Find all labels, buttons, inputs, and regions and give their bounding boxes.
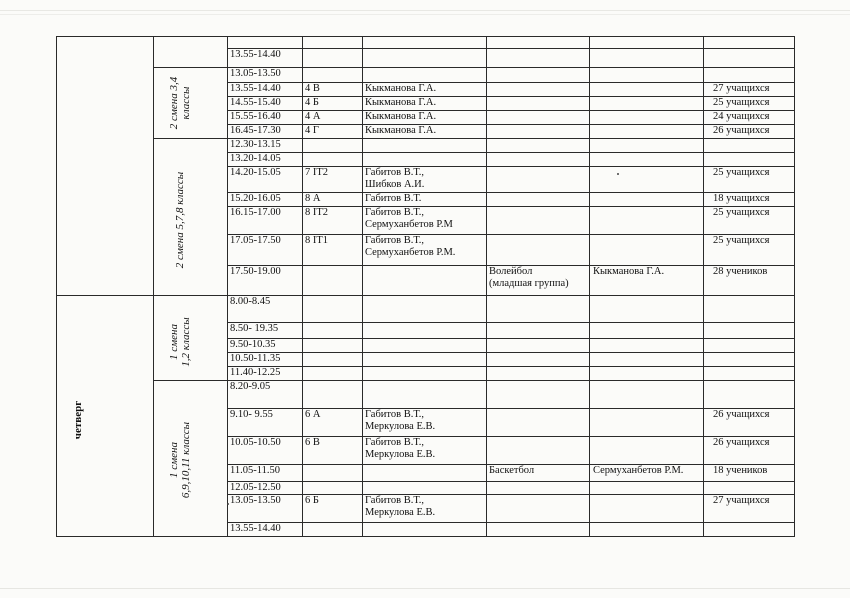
row-divider bbox=[227, 48, 795, 49]
cell-time: 11.40-12.25 bbox=[230, 367, 281, 378]
cell-count: 27 учащихся bbox=[713, 83, 770, 94]
cell-count: 25 учащихся bbox=[713, 167, 770, 178]
cell-coach: Сермуханбетов Р.М. bbox=[593, 465, 684, 476]
cell-count: 26 учащихся bbox=[713, 409, 770, 420]
cell-teacher: Габитов В.Т., Меркулова Е.В. bbox=[365, 495, 436, 518]
cell-count: 27 учащихся bbox=[713, 495, 770, 506]
cell-time: 12.05-12.50 bbox=[230, 482, 281, 493]
table-vertical-rule bbox=[794, 36, 795, 536]
cell-time: 17.50-19.00 bbox=[230, 266, 281, 277]
scan-line bbox=[0, 10, 850, 11]
cell-count: 25 учащихся bbox=[713, 207, 770, 218]
table-top-border bbox=[56, 36, 795, 37]
cell-teacher: Кыкманова Г.А. bbox=[365, 111, 437, 122]
cell-time: 11.05-11.50 bbox=[230, 465, 280, 476]
cell-time: 8.00-8.45 bbox=[230, 296, 271, 307]
row-divider bbox=[227, 295, 795, 296]
cell-count: 18 учеников bbox=[713, 465, 768, 476]
group-label-shift1-grades12: 1 смена 1,2 классы bbox=[168, 317, 192, 367]
table-vertical-rule bbox=[302, 36, 303, 536]
scan-speck bbox=[227, 503, 229, 505]
cell-time: 13.20-14.05 bbox=[230, 153, 281, 164]
cell-time: 9.10- 9.55 bbox=[230, 409, 273, 420]
cell-time: 15.20-16.05 bbox=[230, 193, 281, 204]
table-vertical-rule bbox=[56, 36, 57, 536]
group-label-shift1-grades691011: 1 смена 6,9,10,11 классы bbox=[168, 421, 192, 499]
cell-sport: Баскетбол bbox=[489, 465, 535, 476]
cell-time: 9.50-10.35 bbox=[230, 339, 276, 350]
cell-count: 26 учащихся bbox=[713, 437, 770, 448]
cell-cls: 6 В bbox=[305, 437, 320, 448]
cell-cls: 4 В bbox=[305, 83, 320, 94]
cell-time: 17.05-17.50 bbox=[230, 235, 281, 246]
cell-teacher: Габитов В.Т., Сермуханбетов Р.М. bbox=[365, 235, 456, 258]
table-vertical-rule bbox=[589, 36, 590, 536]
cell-time: 13.05-13.50 bbox=[230, 68, 281, 79]
cell-cls: 4 Б bbox=[305, 97, 319, 108]
cell-time: 13.05-13.50 bbox=[230, 495, 281, 506]
cell-count: 28 учеников bbox=[713, 266, 768, 277]
cell-time: 13.55-14.40 bbox=[230, 523, 281, 534]
table-vertical-rule bbox=[703, 36, 704, 536]
row-divider bbox=[227, 380, 795, 381]
row-divider bbox=[227, 481, 795, 482]
cell-teacher: Кыкманова Г.А. bbox=[365, 83, 437, 94]
scan-line bbox=[0, 14, 850, 15]
cell-time: 16.45-17.30 bbox=[230, 125, 281, 136]
cell-count: 26 учащихся bbox=[713, 125, 770, 136]
day-label: четверг bbox=[72, 400, 84, 440]
table-vertical-rule bbox=[227, 36, 228, 536]
cell-cls: 6 Б bbox=[305, 495, 319, 506]
cell-count: 24 учащихся bbox=[713, 111, 770, 122]
table-bottom-border bbox=[56, 536, 795, 537]
cell-time: 10.50-11.35 bbox=[230, 353, 281, 364]
cell-teacher: Габитов В.Т., Меркулова Е.В. bbox=[365, 409, 436, 432]
cell-count: 25 учащихся bbox=[713, 97, 770, 108]
cell-time: 12.30-13.15 bbox=[230, 139, 281, 150]
cell-count: 18 учащихся bbox=[713, 193, 770, 204]
group-label-shift2-grades578: 2 смена 5,7,8 классы bbox=[174, 171, 186, 269]
cell-cls: 8 А bbox=[305, 193, 321, 204]
cell-time: 16.15-17.00 bbox=[230, 207, 281, 218]
cell-cls: 7 IT2 bbox=[305, 167, 329, 178]
cell-teacher: Кыкманова Г.А. bbox=[365, 97, 437, 108]
cell-time: 13.55-14.40 bbox=[230, 49, 281, 60]
cell-cls: 4 Г bbox=[305, 125, 319, 136]
cell-time: 8.20-9.05 bbox=[230, 381, 271, 392]
cell-teacher: Габитов В.Т., Сермуханбетов Р.М bbox=[365, 207, 453, 230]
cell-teacher: Кыкманова Г.А. bbox=[365, 125, 437, 136]
cell-cls: 8 IT2 bbox=[305, 207, 329, 218]
cell-teacher: Габитов В.Т., Меркулова Е.В. bbox=[365, 437, 436, 460]
cell-teacher: Габитов В.Т. bbox=[365, 193, 422, 204]
row-divider bbox=[227, 352, 795, 353]
scan-speck bbox=[617, 173, 619, 175]
cell-time: 15.55-16.40 bbox=[230, 111, 281, 122]
cell-coach: Кыкманова Г.А. bbox=[593, 266, 665, 277]
cell-time: 13.55-14.40 bbox=[230, 83, 281, 94]
row-divider bbox=[227, 366, 795, 367]
group-label-shift2-grades34: 2 смена 3,4 классы bbox=[168, 76, 192, 130]
table-vertical-rule bbox=[362, 36, 363, 536]
table-vertical-rule bbox=[486, 36, 487, 536]
cell-time: 14.55-15.40 bbox=[230, 97, 281, 108]
row-divider bbox=[227, 152, 795, 153]
cell-time: 14.20-15.05 bbox=[230, 167, 281, 178]
cell-cls: 8 IT1 bbox=[305, 235, 329, 246]
cell-sport: Волейбол (младшая группа) bbox=[489, 266, 569, 289]
cell-teacher: Габитов В.Т., Шибков А.И. bbox=[365, 167, 425, 190]
cell-cls: 4 А bbox=[305, 111, 321, 122]
table-vertical-rule bbox=[153, 36, 154, 536]
row-divider bbox=[227, 322, 795, 323]
cell-time: 8.50- 19.35 bbox=[230, 323, 279, 334]
row-divider bbox=[227, 67, 795, 68]
cell-time: 10.05-10.50 bbox=[230, 437, 281, 448]
row-divider bbox=[227, 138, 795, 139]
row-divider bbox=[227, 338, 795, 339]
row-divider bbox=[227, 522, 795, 523]
scan-line bbox=[0, 588, 850, 589]
cell-count: 25 учащихся bbox=[713, 235, 770, 246]
cell-cls: 6 А bbox=[305, 409, 321, 420]
